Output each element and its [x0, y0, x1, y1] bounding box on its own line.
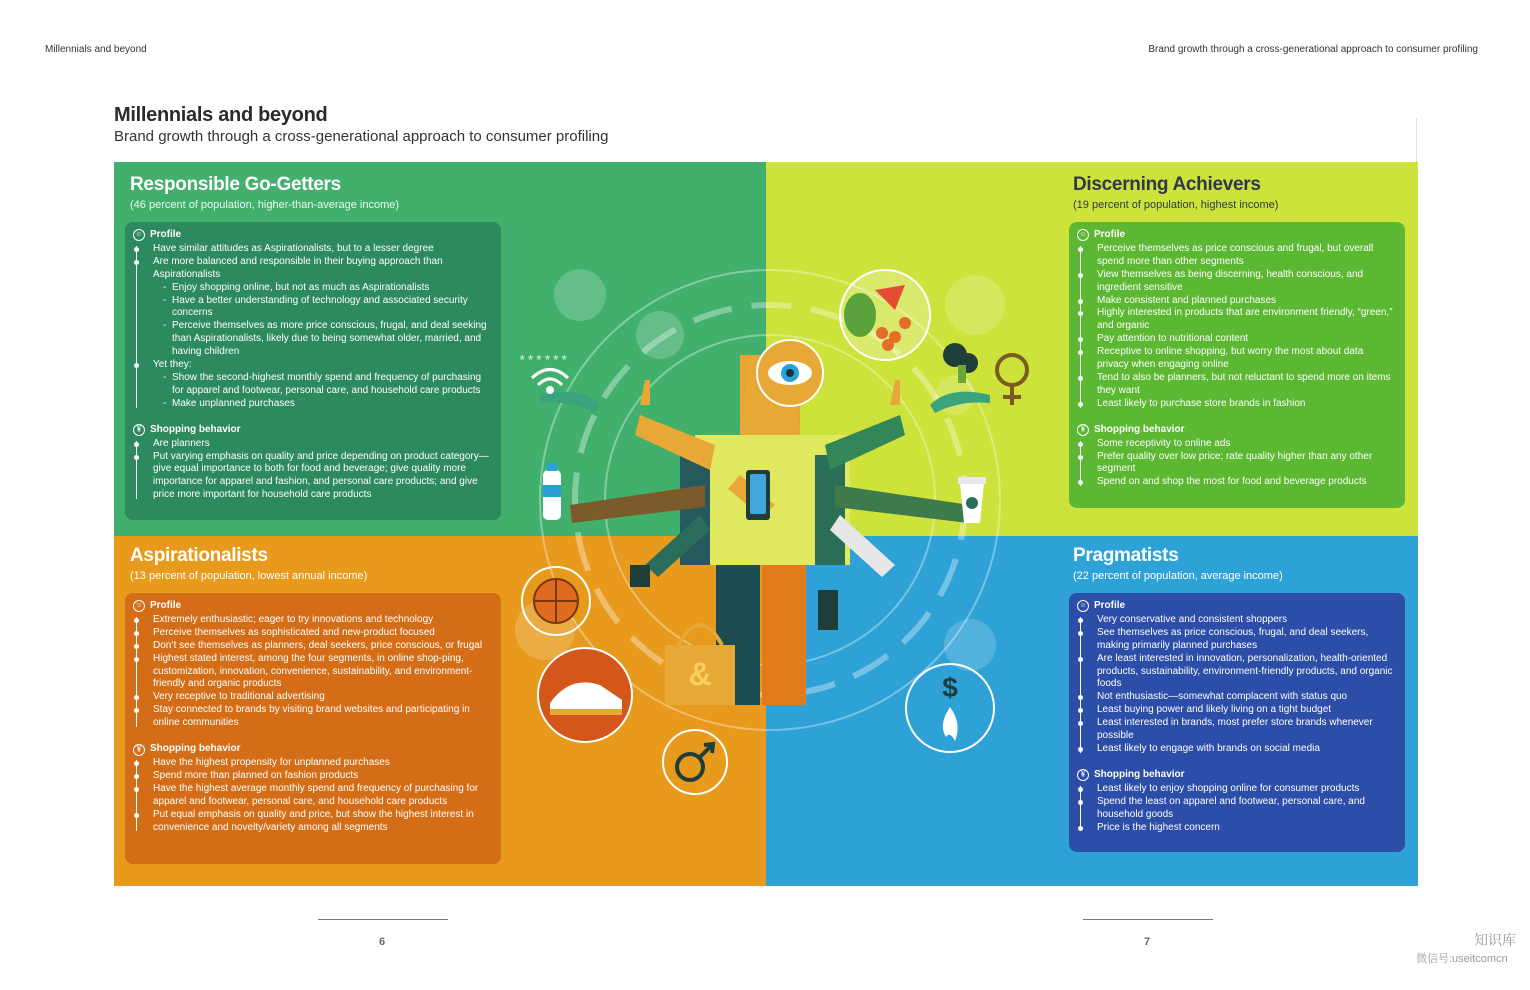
list-item: Very receptive to traditional advertising [145, 691, 493, 704]
consumer-illustration [500, 245, 1040, 805]
page-number-right: 7 [1144, 936, 1151, 948]
profile-heading: Profile [1094, 229, 1126, 240]
wifi-icon [532, 370, 568, 393]
shopping-heading: Shopping behavior [1094, 768, 1185, 780]
sub-list-item: - Perceive themselves as more price conscious, frugal, and deal seeking than Aspirationalists, likely due to being somewhat older, married, and having children [163, 320, 493, 359]
list-item: Perceive themselves as price conscious and frugal, but overall spend more than other segments [1089, 243, 1397, 269]
svg-text:&: & [688, 656, 712, 692]
footer-rule-right [1083, 919, 1213, 920]
list-item: Have similar attitudes as Aspirationalists, but to a lesser degree [145, 243, 493, 256]
list-item: Not enthusiastic—somewhat complacent with status quo [1089, 691, 1397, 704]
profile-heading: Profile [150, 600, 182, 611]
list-item: Put equal emphasis on quality and price, but show the highest interest in convenience and novelty/variety among all segments [145, 809, 493, 835]
segment-title-responsible: Responsible Go-Getters [130, 174, 341, 195]
eye-icon [757, 340, 823, 406]
segment-subtitle-discerning: (19 percent of population, highest income) [1073, 199, 1279, 211]
sub-list-item: - Make unplanned purchases [163, 398, 493, 411]
cart-icon: ￥ [133, 424, 145, 436]
male-symbol-icon [663, 730, 727, 794]
list-item: Spend more than planned on fashion products [145, 770, 493, 783]
fruit-icon [840, 270, 930, 360]
profile-icon: ☺ [1077, 229, 1089, 241]
discerning-info-box [1069, 222, 1405, 508]
segment-title-aspirational: Aspirationalists [130, 545, 268, 566]
watermark [1416, 930, 1516, 966]
shopping-heading: Shopping behavior [150, 743, 241, 755]
list-item: Pay attention to nutritional content [1089, 333, 1397, 346]
sub-list-item: - Have a better understanding of technology and associated security concerns [163, 295, 493, 321]
list-item: Least interested in brands, most prefer store brands whenever possible [1089, 717, 1397, 743]
list-item: Least buying power and likely living on a tight budget [1089, 704, 1397, 717]
cart-icon: ￥ [1077, 424, 1089, 436]
watermark-account: 微信号:useitcomcn [1416, 953, 1508, 965]
list-item: Least likely to engage with brands on social media [1089, 743, 1397, 756]
page-subtitle: Brand growth through a cross-generational approach to consumer profiling [114, 128, 609, 145]
list-item: Highly interested in products that are environment friendly, “green,” and organic [1089, 307, 1397, 333]
profile-icon: ☺ [133, 600, 145, 612]
sneaker-icon [538, 648, 632, 742]
list-item: View themselves as being discerning, health conscious, and ingredient sensitive [1089, 269, 1397, 295]
list-item: Spend on and shop the most for food and beverage products [1089, 476, 1397, 489]
responsible-info-box [125, 222, 501, 520]
list-item: Spend the least on apparel and footwear, personal care, and household goods [1089, 796, 1397, 822]
list-item: Put varying emphasis on quality and price depending on product category—give equal importance to both for food and beverage; give quality more importance for apparel and fashion, and personal care products; and give price more important for household care products [145, 451, 493, 503]
svg-text:$: $ [942, 672, 958, 703]
running-header-left: Millennials and beyond [45, 44, 147, 55]
aspirational-info-box [125, 593, 501, 864]
female-symbol-icon [997, 355, 1027, 405]
water-bottle-icon [543, 463, 561, 520]
frame-line [1416, 118, 1417, 162]
list-item: Very conservative and consistent shoppers [1089, 614, 1397, 627]
profile-heading: Profile [1094, 600, 1126, 611]
segment-subtitle-pragmatist: (22 percent of population, average income) [1073, 570, 1283, 582]
list-item: Have the highest average monthly spend and frequency of purchasing for apparel and footwear, personal care, and household care products [145, 783, 493, 809]
list-item: Receptive to online shopping, but worry the most about data privacy when engaging online [1089, 346, 1397, 372]
watermark-name: 知识库 [1474, 932, 1516, 948]
shopping-heading: Shopping behavior [1094, 423, 1185, 435]
running-header-right: Brand growth through a cross-generational approach to consumer profiling [1148, 44, 1478, 55]
list-item: Have the highest propensity for unplanned purchases [145, 757, 493, 770]
list-item: Are planners [145, 438, 493, 451]
list-item: Stay connected to brands by visiting brand websites and participating in online communities [145, 704, 493, 730]
pragmatist-info-box [1069, 593, 1405, 852]
list-item: Highest stated interest, among the four segments, in online shop-ping, customization, innovation, convenience, sustainability, and environment-friendly and organic products [145, 653, 493, 692]
segment-subtitle-aspirational: (13 percent of population, lowest annual income) [130, 570, 368, 582]
dollar-flame-icon [906, 664, 994, 752]
list-item: Don’t see themselves as planners, deal seekers, price conscious, or frugal [145, 640, 493, 653]
page-title: Millennials and beyond [114, 104, 328, 126]
sub-list-item: - Enjoy shopping online, but not as much as Aspirationalists [163, 282, 493, 295]
footer-rule-left [318, 919, 448, 920]
segment-subtitle-responsible: (46 percent of population, higher-than-average income) [130, 199, 400, 211]
sub-list-item: - Show the second-highest monthly spend and frequency of purchasing for apparel and footwear, personal care, and household care products [163, 372, 493, 398]
list-item: Price is the highest concern [1089, 822, 1397, 835]
list-item: Least likely to purchase store brands in fashion [1089, 398, 1397, 411]
list-item: Tend to also be planners, but not reluctant to spend more on items they want [1089, 372, 1397, 398]
profile-icon: ☺ [1077, 600, 1089, 612]
list-item: Make consistent and planned purchases [1089, 295, 1397, 308]
list-item: Prefer quality over low price; rate quality higher than any other segment [1089, 451, 1397, 477]
profile-icon: ☺ [133, 229, 145, 241]
segment-title-discerning: Discerning Achievers [1073, 174, 1261, 195]
cart-icon: ￥ [133, 744, 145, 756]
page-number-left: 6 [379, 936, 386, 948]
list-item: Perceive themselves as sophisticated and new-product focused [145, 627, 493, 640]
cart-icon: ￥ [1077, 769, 1089, 781]
list-item: Yet they: - Show the second-highest monthly spend and frequency of purchasing for apparel and footwear, personal care, and household care products - Make unplanned purchases [145, 359, 493, 411]
shopping-heading: Shopping behavior [150, 423, 241, 435]
list-item: Are least interested in innovation, personalization, health-oriented products, sustainability, environment-friendly products, and organic foods [1089, 653, 1397, 692]
list-item: Least likely to enjoy shopping online for consumer products [1089, 783, 1397, 796]
password-text: ****** [518, 354, 569, 370]
profile-heading: Profile [150, 229, 182, 240]
list-item: Are more balanced and responsible in their buying approach than Aspirationalists - Enjoy shopping online, but not as much as Aspirationalists - Have a better understanding of technology and associated security concerns - Perceive themselves as more price conscious, frugal, and deal seeking than Aspirationalists, likely due to being somewhat older, married, and having children [145, 256, 493, 359]
list-item: See themselves as price conscious, frugal, and deal seekers, making primarily planned purchases [1089, 627, 1397, 653]
list-item: Some receptivity to online ads [1089, 438, 1397, 451]
list-item: Extremely enthusiastic; eager to try innovations and technology [145, 614, 493, 627]
segment-title-pragmatist: Pragmatists [1073, 545, 1179, 566]
